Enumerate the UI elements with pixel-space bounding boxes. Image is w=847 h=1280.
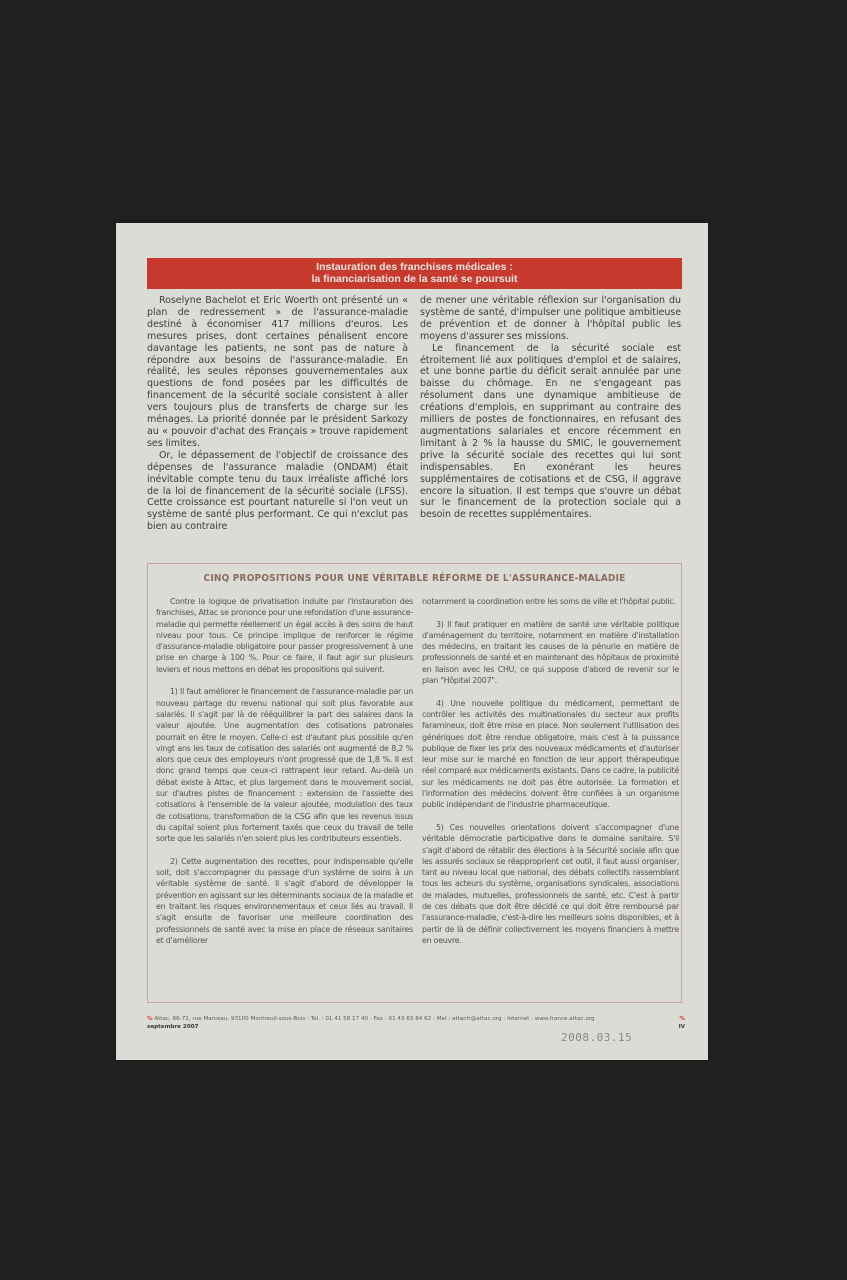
proposal-paragraph: notamment la coordination entre les soins de ville et l'hôpital public. <box>422 597 676 606</box>
headline-banner <box>147 258 682 289</box>
proposal-paragraph: 5) Ces nouvelles orientations doivent s'accompagner d'une véritable démocratie participative dans le domaine sanitaire. S'il s'agit d'abord de rétablir des élections à la Sécurité sociale afin que les assurés sociaux se réapproprient cet outil, il faut aussi organiser, tant au niveau local que national, des débats collectifs rassemblant tous les acteurs du système, organisations syndicales, associations de malades, mutuelles, professionnels de santé, etc. C'est à partir de ces débats que doit être décidé ce qui doit être remboursé par l'assurance-maladie, c'est-à-dire les meilleurs soins disponibles, et à partir de là de définir collectivement les moyens financiers à mettre en oeuvre. <box>422 822 679 945</box>
proposals-column-left <box>156 596 413 958</box>
proposals-title: CINQ PROPOSITIONS POUR UNE VÉRITABLE RÉFORME DE L'ASSURANCE-MALADIE <box>203 573 626 584</box>
proposal-paragraph: 1) Il faut améliorer le financement de l'assurance-maladie par un nouveau partage du revenu national qui soit plus favorable aux salariés. Il s'agit par là de rééquilibrer la part des salaires dans la valeur ajoutée. Une augmentation des cotisations patronales pourrait en être le moyen. Celle-ci est d'autant plus possible qu'en vingt ans les taux de cotisation des salariés ont augmenté de 8,2 % alors que ceux des employeurs n'ont progressé que de 1,8 %. Il est donc grand temps que ceux-ci rattrapent leur retard. Au-delà un débat existe à Attac, et plus largement dans le mouvement social, sur d'autres pistes de financement : extension de l'assiette des cotisations à l'ensemble de la valeur ajoutée, modulation des taux de cotisations, transformation de la CSG afin que les revenus issus du capital soient plus fortement taxés que ceux du travail de telle sorte que les salariés n'en soient plus les contributeurs essentiels. <box>156 687 413 844</box>
page-number: IV <box>678 1024 685 1030</box>
footer-date: septembre 2007 <box>147 1024 199 1030</box>
article-column-right <box>420 295 681 521</box>
attac-logo-icon: % <box>679 1016 685 1022</box>
footer-address: Attac, 66-72, rue Marceau, 93100 Montreuil-sous-Bois - Tél. : 01 41 58 17 40 - Fax : 01 43 63 84 62 - Mel : attacfr@attac.org - Internet : www.france.attac.org <box>154 1016 595 1022</box>
document-page <box>116 223 708 1060</box>
article-paragraph: de mener une véritable réflexion sur l'organisation du système de santé, d'impulser une politique ambitieuse de prévention et de donner à l'hôpital public les moyens d'assurer ses missions. <box>420 295 681 342</box>
article-column-left <box>147 295 408 533</box>
attac-logo-icon: % <box>147 1016 153 1022</box>
page-footer <box>147 1015 685 1031</box>
proposals-box <box>147 563 682 1003</box>
article-paragraph: Roselyne Bachelot et Eric Woerth ont présenté un « plan de redressement » de l'assurance-maladie destiné à économiser 417 millions d'euros. Les mesures prises, dont certaines pénalisent encore davantage les patients, ne sont pas de nature à répondre aux besoins de l'assurance-maladie. En réalité, les seules réponses gouvernementales aux questions de fond posées par les difficultés de financement de la sécurité sociale consistent à aller vers toujours plus de transferts de charge sur les ménages. La priorité donnée par le président Sarkozy au « pouvoir d'achat des Français » trouve rapidement ses limites. <box>147 295 408 449</box>
proposal-paragraph: 4) Une nouvelle politique du médicament, permettant de contrôler les activités des multinationales du secteur aux profits faramineux, doit être mise en place. Non seulement l'utilisation des génériques doit être rendue obligatoire, mais c'est à la puissance publique de fixer les prix des nouveaux médicaments et d'autoriser leur mise sur le marché en fonction de leur apport thérapeutique réel comparé aux médicaments existants. Dans ce cadre, la publicité sur les médicaments ne doit pas être autorisée. La formation et l'information des médecins doivent être confiées à un organisme public indépendant de l'industrie pharmaceutique. <box>422 698 679 810</box>
headline-line-1: Instauration des franchises médicales : <box>316 261 513 273</box>
article-paragraph: Le financement de la sécurité sociale est étroitement lié aux politiques d'emploi et de salaires, et une bonne partie du déficit serait annulée par une baisse du chômage. En ne s'engageant pas résolument dans une dynamique ambitieuse de créations d'emplois, en supprimant au contraire des milliers de postes de fonctionnaires, en refusant des augmentations salariales et encore récemment en limitant à 2 % la hausse du SMIC, le gouvernement prive la sécurité sociale des recettes qui lui sont indispensables. En exonérant les heures supplémentaires de cotisations et de CSG, il aggrave encore la situation. Il est temps que s'ouvre un débat sur le financement de la protection sociale qui a besoin de recettes supplémentaires. <box>420 342 681 521</box>
handwritten-date-stamp: 2008.03.15 <box>561 1031 633 1044</box>
proposals-column-right <box>422 596 679 958</box>
headline-line-2: la financiarisation de la santé se poursuit <box>311 273 518 285</box>
proposal-paragraph: 2) Cette augmentation des recettes, pour indispensable qu'elle soit, doit s'accompagner du passage d'un système de soins à un véritable système de santé. Il s'agit d'abord de développer la prévention en agissant sur les déterminants sociaux de la maladie et en traitant les risques environnementaux et ceux liés au travail. Il s'agit ensuite de favoriser une meilleure coordination des professionnels de santé avec la mise en place de réseaux sanitaires et d'améliorer <box>156 856 413 945</box>
proposal-paragraph: Contre la logique de privatisation induite par l'instauration des franchises, Attac se prononce pour une refondation d'une assurance-maladie qui permette réellement un égal accès à des soins de haut niveau pour tous. Ce principe implique de renforcer le régime d'assurance-maladie obligatoire pour passer progressivement à une prise en charge à 100 %. Pour ce faire, il faut agir sur plusieurs leviers et nous mettons en débat les propositions qui suivent. <box>156 597 413 674</box>
proposal-paragraph: 3) Il faut pratiquer en matière de santé une véritable politique d'aménagement du territoire, notamment en matière d'installation des médecins, en traitant les causes de la pénurie en matière de professionnels de santé et en maintenant des hôpitaux de proximité en liaison avec les CHU, ce qui suppose d'abord de revenir sur le plan "Hôpital 2007". <box>422 619 679 686</box>
article-paragraph: Or, le dépassement de l'objectif de croissance des dépenses de l'assurance maladie (ONDAM) était inévitable compte tenu du taux irréaliste affiché lors de la loi de financement de la sécurité sociale (LFSS). Cette croissance est pourtant naturelle si l'on veut un système de santé plus performant. Ce qui n'exclut pas bien au contraire <box>147 449 408 533</box>
article-body <box>147 295 682 563</box>
footer-address-line <box>147 1015 685 1023</box>
